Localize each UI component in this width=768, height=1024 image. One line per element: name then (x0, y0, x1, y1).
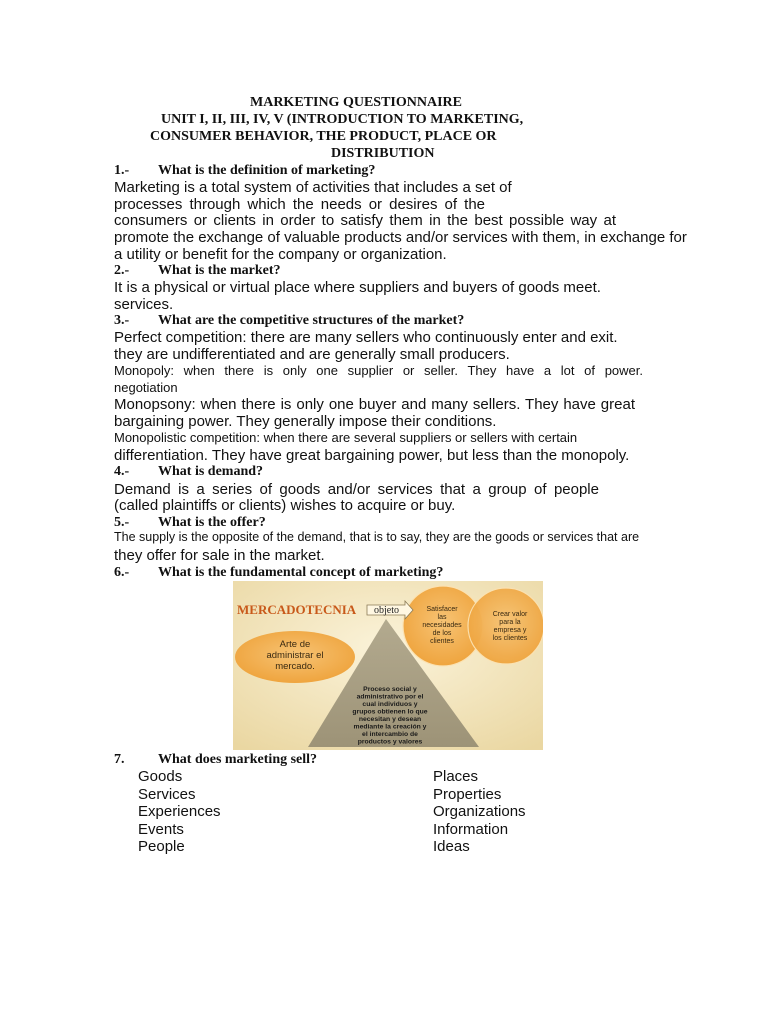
q5-question: What is the offer? (158, 515, 266, 530)
list-item-label: Experiences (138, 803, 221, 821)
q3-answer-line: bargaining power. They generally impose their conditions. (114, 413, 497, 430)
arte-text: Arte de (279, 639, 311, 650)
q5-answer-line: they offer for sale in the market. (114, 547, 325, 564)
q1-answer-line: promote the exchange of valuable products and/or services with them, in exchange for (114, 229, 687, 246)
doc-subtitle-line2: CONSUMER BEHAVIOR, THE PRODUCT, PLACE OR (150, 129, 497, 144)
crear-valor-text: los clientes (492, 635, 528, 642)
list-item-label: Goods (138, 768, 183, 785)
q3-question: What are the competitive structures of the market? (158, 313, 465, 328)
list-item-label: Events (138, 820, 184, 838)
q7-left-list (138, 768, 221, 856)
q3-answer-line: Monopsony: when there is only one buyer and many sellers. They have great (114, 396, 635, 413)
list-item (433, 821, 526, 839)
proceso-text: cual individuos y (362, 701, 418, 708)
q3-answer-line: Monopoly: when there is only one supplier or seller. They have a lot of power. (114, 363, 643, 378)
q1-answer-line: consumers or clients in order to satisfy them in the best possible way at (114, 212, 616, 229)
proceso-text: el intercambio de (362, 731, 418, 738)
proceso-text: administrativo por el (356, 693, 424, 701)
q2-question: What is the market? (158, 263, 281, 278)
crear-valor-circle (468, 588, 543, 664)
satisfacer-text: Satisfacer (426, 606, 458, 613)
list-item (138, 768, 221, 786)
q3-number: 3.- (114, 313, 130, 328)
q4-number: 4.- (114, 464, 130, 479)
crear-valor-text: Crear valor (492, 611, 528, 618)
diagram-title: MERCADOTECNIA (237, 602, 357, 617)
crear-valor-text: para la (499, 619, 521, 626)
q3-answer-line: Monopolistic competition: when there are several suppliers or sellers with certain (114, 430, 578, 445)
list-item (433, 803, 526, 821)
q5-answer-line: The supply is the opposite of the demand, that is to say, they are the goods or services that are (114, 530, 640, 544)
q2-answer-line: services. (114, 296, 174, 313)
list-item-label: Places (433, 768, 479, 785)
list-item-label: Information (433, 820, 509, 838)
q1-number: 1.- (114, 163, 130, 178)
list-item-label: Organizations (433, 803, 526, 821)
list-item (138, 786, 221, 804)
q1-answer-line: a utility or benefit for the company or organization. (114, 246, 447, 263)
satisfacer-text: de los (432, 630, 452, 637)
proceso-text: Proceso social y (363, 686, 417, 693)
list-item (433, 838, 526, 856)
arte-text: administrar el (266, 650, 324, 661)
q2-number: 2.- (114, 263, 130, 278)
satisfacer-text: clientes (430, 638, 454, 645)
q7-question: What does marketing sell? (158, 752, 318, 767)
list-item-label: Ideas (433, 838, 470, 856)
q2-answer-line: It is a physical or virtual place where suppliers and buyers of goods meet. (114, 279, 601, 296)
list-item (433, 786, 526, 804)
list-item-label: Properties (433, 785, 502, 803)
q4-answer-line: Demand is a series of goods and/or services that a group of people (114, 481, 599, 498)
q1-answer-line: Marketing is a total system of activities that includes a set of (114, 179, 512, 196)
arte-text: mercado. (275, 661, 315, 672)
q6-question: What is the fundamental concept of marketing? (158, 565, 444, 580)
list-item (138, 821, 221, 839)
q4-question: What is demand? (158, 464, 264, 479)
q3-answer-line: negotiation (114, 380, 178, 395)
list-item (138, 838, 221, 856)
q4-answer-line: (called plaintiffs or clients) wishes to acquire or buy. (114, 497, 456, 514)
satisfacer-text: necesidades (422, 622, 462, 629)
proceso-text: mediante la creación y (353, 723, 427, 731)
doc-subtitle-line1: UNIT I, II, III, IV, V (INTRODUCTION TO MARKETING, (161, 112, 524, 127)
list-item-label: Services (138, 785, 196, 803)
q5-number: 5.- (114, 515, 130, 530)
q6-number: 6.- (114, 565, 130, 580)
list-item (138, 803, 221, 821)
proceso-text: productos y valores (357, 738, 423, 746)
q3-answer-line: Perfect competition: there are many sellers who continuously enter and exit. (114, 329, 618, 346)
q1-question: What is the definition of marketing? (158, 163, 376, 178)
crear-valor-text: empresa y (493, 627, 527, 634)
doc-title: MARKETING QUESTIONNAIRE (250, 95, 462, 110)
list-item-label: People (138, 838, 185, 856)
satisfacer-text: las (437, 614, 447, 621)
q7-right-list (433, 768, 526, 856)
proceso-text: grupos obtienen lo que (352, 708, 428, 716)
list-item (433, 768, 526, 786)
q3-answer-line: differentiation. They have great bargaining power, but less than the monopoly. (114, 447, 630, 464)
q1-answer-line: processes through which the needs or desires of the (114, 196, 485, 213)
q7-number: 7. (114, 752, 125, 767)
doc-subtitle-line3: DISTRIBUTION (331, 146, 435, 161)
q3-answer-line: they are undifferentiated and are generally small producers. (114, 346, 510, 363)
marketing-concept-diagram (233, 581, 543, 750)
objeto-label: objeto (374, 605, 399, 616)
proceso-text: necesitan y desean (358, 716, 422, 723)
